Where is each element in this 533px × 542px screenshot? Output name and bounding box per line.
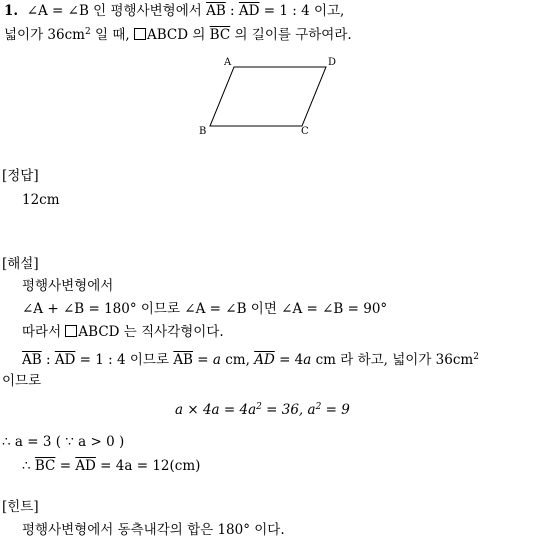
answer-value: 12cm <box>22 192 60 208</box>
vertex-label-b: B <box>199 126 207 137</box>
problem-text-1a: ∠A = ∠B 인 평행사변형에서 <box>26 3 207 19</box>
hint-text: 평행사변형에서 동측내각의 합은 180° 이다. <box>22 522 285 538</box>
segment-ad: $\overline{AD}$ <box>238 3 260 19</box>
segment-bc: $\overline{BC}$ <box>34 458 56 474</box>
segment-ad: $\overline{AD}$ <box>54 352 76 368</box>
solution-line-4b: = 1 : 4 이므로 <box>75 352 174 368</box>
solution-line-2: ∠A + ∠B = 180° 이므로 ∠A = ∠B 이면 ∠A = ∠B = 90° <box>22 301 388 317</box>
solution-line-4f: cm 라 하고, 넓이가 36cm <box>311 352 474 368</box>
parallelogram-shape <box>210 67 326 126</box>
parallelogram-figure <box>190 52 350 142</box>
solution-equation <box>175 398 350 419</box>
unit-cm: cm, <box>220 352 255 368</box>
solution-line-3a: 따라서 <box>22 324 66 340</box>
superscript: 2 <box>473 352 479 362</box>
square-symbol-icon <box>134 28 146 40</box>
variable-a: a <box>303 352 312 368</box>
equation-part-1: a × 4a = 4a <box>175 402 257 418</box>
therefore-symbol: ∴ <box>22 458 35 474</box>
solution-line-1: 평행사변형에서 <box>22 278 114 294</box>
equals: = <box>55 458 76 474</box>
colon: : <box>41 352 55 368</box>
solution-header: [해설] <box>2 256 39 272</box>
segment-bc: $\overline{BC}$ <box>209 27 231 43</box>
vertex-label-d: D <box>328 57 337 68</box>
hint-header: [힌트] <box>2 499 39 515</box>
solution-line-7 <box>22 457 200 475</box>
segment-ad: $\overline{AD}$ <box>75 458 96 474</box>
solution-line-6: ∴ a = 3 ( ∵ a > 0 ) <box>2 434 125 450</box>
superscript: 2 <box>315 402 322 412</box>
vertex-label-a: A <box>224 57 232 68</box>
equation-part-2: = 36, a <box>261 402 316 418</box>
segment-ab: $\overline{AB}$ <box>173 352 193 368</box>
solution-result: = 4a = 12(cm) <box>95 458 201 474</box>
solution-line-5: 이므로 <box>2 373 42 389</box>
problem-line-1 <box>4 2 344 20</box>
segment-ab: $\overline{AB}$ <box>206 3 226 19</box>
equation-part-3: = 9 <box>321 402 350 418</box>
problem-number: 1. <box>4 3 19 19</box>
segment-ab: $\overline{AB}$ <box>22 352 42 368</box>
solution-line-3b: ABCD 는 직사각형이다. <box>78 324 224 340</box>
superscript: 2 <box>84 27 91 37</box>
problem-line-2 <box>4 23 352 44</box>
solution-line-4 <box>22 348 479 369</box>
equals: = <box>192 352 213 368</box>
problem-text-2c: 의 길이를 구하여라. <box>230 27 352 43</box>
square-symbol-icon <box>65 325 77 337</box>
vertex-label-c: C <box>301 126 309 137</box>
colon: : <box>225 3 239 19</box>
ratio-text: = 1 : 4 이고, <box>259 3 345 19</box>
abcd-label: ABCD 의 <box>146 27 210 43</box>
problem-text-2b: 일 때, <box>90 27 134 43</box>
superscript: 2 <box>256 402 262 412</box>
equals: = 4 <box>274 352 304 368</box>
segment-ad: $\overline{AD}$ <box>254 352 275 368</box>
answer-header: [정답] <box>2 168 39 184</box>
variable-a: a <box>212 352 221 368</box>
problem-text-2a: 넓이가 36cm <box>4 27 85 43</box>
solution-line-3 <box>22 323 224 341</box>
